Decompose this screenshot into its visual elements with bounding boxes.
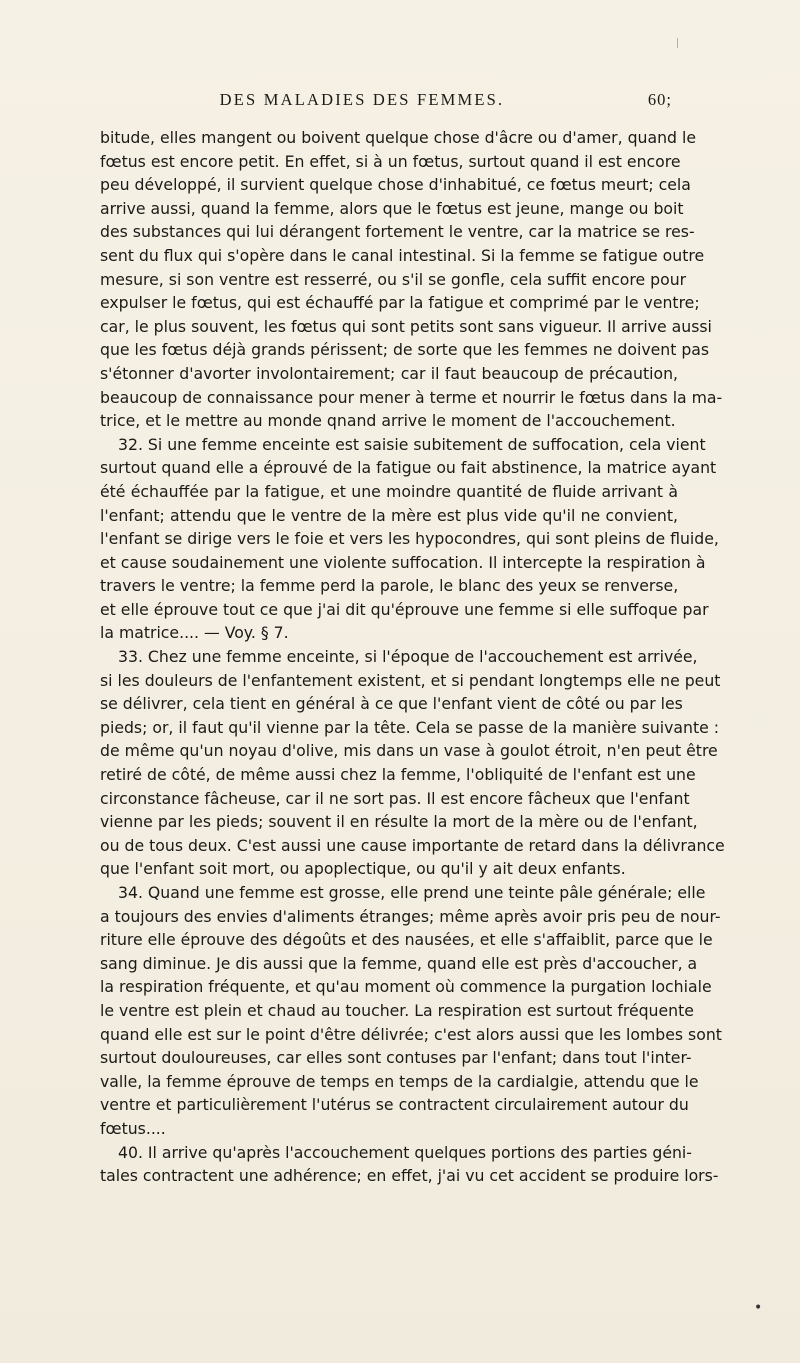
text-line: la matrice.... — Voy. § 7. xyxy=(100,623,289,643)
paragraph-34-start: 34. Quand une femme est grosse, elle prend une teinte pâle générale; elle xyxy=(118,883,706,902)
page-number: 60; xyxy=(647,90,672,109)
text-line: retiré de côté, de même aussi chez la femme, l'obliquité de l'enfant est une xyxy=(100,765,696,785)
text-line: surtout douloureuses, car elles sont contuses par l'enfant; dans tout l'inter- xyxy=(100,1048,692,1068)
text-line: ventre et particulièrement l'utérus se contractent circulairement autour du xyxy=(100,1095,689,1115)
text-line: que l'enfant soit mort, ou apoplectique, ou qu'il y ait deux enfants. xyxy=(100,859,626,879)
body-text xyxy=(100,126,725,1188)
text-line: trice, et le mettre au monde qnand arrive le moment de l'accouchement. xyxy=(100,411,676,431)
page-header xyxy=(102,90,672,112)
text-line: travers le ventre; la femme perd la parole, le blanc des yeux se renverse, xyxy=(100,576,679,596)
text-line: valle, la femme éprouve de temps en temps de la cardialgie, attendu que le xyxy=(100,1071,699,1091)
text-line: des substances qui lui dérangent fortement le ventre, car la matrice se res- xyxy=(100,222,695,242)
text-line: riture elle éprouve des dégoûts et des nausées, et elle s'affaiblit, parce que le xyxy=(100,930,713,950)
text-line: de même qu'un noyau d'olive, mis dans un vase à goulot étroit, n'en peut être xyxy=(100,741,718,761)
text-line: surtout quand elle a éprouvé de la fatigue ou fait abstinence, la matrice ayant xyxy=(100,458,717,478)
text-line: l'enfant; attendu que le ventre de la mère est plus vide qu'il ne convient, xyxy=(100,505,678,525)
text-line: arrive aussi, quand la femme, alors que le fœtus est jeune, mange ou boit xyxy=(100,198,684,218)
text-line: vienne par les pieds; souvent il en résulte la mort de la mère ou de l'enfant, xyxy=(100,812,698,832)
text-line: circonstance fâcheuse, car il ne sort pas. Il est encore fâcheux que l'enfant xyxy=(100,788,690,808)
paragraph-32-start: 32. Si une femme enceinte est saisie subitement de suffocation, cela vient xyxy=(118,434,706,454)
text-line: beaucoup de connaissance pour mener à terme et nourrir le fœtus dans la ma- xyxy=(100,387,723,407)
text-line: se délivrer, cela tient en général à ce que l'enfant vient de côté ou par les xyxy=(100,694,683,714)
paragraph-40-start: 40. Il arrive qu'après l'accouchement quelques portions des parties géni- xyxy=(118,1142,692,1162)
text-line: ou de tous deux. C'est aussi une cause importante de retard dans la délivrance xyxy=(100,835,725,855)
text-line: mesure, si son ventre est resserré, ou s'il se gonfle, cela suffit encore pour xyxy=(100,269,687,289)
text-line: expulser le fœtus, qui est échauffé par la fatigue et comprimé par le ventre; xyxy=(100,293,700,313)
text-line: le ventre est plein et chaud au toucher. La respiration est surtout fréquente xyxy=(100,1000,694,1020)
text-line: s'étonner d'avorter involontairement; car il faut beaucoup de précaution, xyxy=(100,363,678,383)
text-line: l'enfant se dirige vers le foie et vers les hypocondres, qui sont pleins de fluide, xyxy=(100,529,719,549)
text-line: quand elle est sur le point d'être délivrée; c'est alors aussi que les lombes sont xyxy=(100,1024,722,1044)
running-head: DES MALADIES DES FEMMES. xyxy=(219,90,505,109)
text-line: sent du flux qui s'opère dans le canal intestinal. Si la femme se fatigue outre xyxy=(100,245,705,265)
text-line: la respiration fréquente, et qu'au moment où commence la purgation lochiale xyxy=(100,977,712,997)
text-line: été échauffée par la fatigue, et une moindre quantité de fluide arrivant à xyxy=(100,481,678,501)
text-line: et cause soudainement une violente suffocation. Il intercepte la respiration à xyxy=(100,552,706,572)
text-line: si les douleurs de l'enfantement existent, et si pendant longtemps elle ne peut xyxy=(100,670,721,690)
paragraph-33-start: 33. Chez une femme enceinte, si l'époque de l'accouchement est arrivée, xyxy=(118,647,698,667)
text-line: tales contractent une adhérence; en effet, j'ai vu cet accident se produire lors- xyxy=(100,1166,719,1186)
text-line: peu développé, il survient quelque chose d'inhabitué, ce fœtus meurt; cela xyxy=(100,175,691,195)
text-line: fœtus.... xyxy=(100,1118,166,1138)
text-line: fœtus est encore petit. En effet, si à un fœtus, surtout quand il est encore xyxy=(100,151,681,171)
text-line: sang diminue. Je dis aussi que la femme, quand elle est près d'accoucher, a xyxy=(100,953,698,973)
margin-bullet: • xyxy=(754,1300,763,1316)
text-line: que les fœtus déjà grands périssent; de sorte que les femmes ne doivent pas xyxy=(100,340,710,360)
text-line: a toujours des envies d'aliments étranges; même après avoir pris peu de nour- xyxy=(100,906,721,926)
text-line: et elle éprouve tout ce que j'ai dit qu'éprouve une femme si elle suffoque par xyxy=(100,599,709,619)
text-line: pieds; or, il faut qu'il vienne par la tête. Cela se passe de la manière suivante : xyxy=(100,717,720,737)
margin-tick xyxy=(677,38,678,48)
text-line: car, le plus souvent, les fœtus qui sont petits sont sans vigueur. Il arrive aussi xyxy=(100,316,712,336)
text-line: bitude, elles mangent ou boivent quelque chose d'âcre ou d'amer, quand le xyxy=(100,128,697,147)
